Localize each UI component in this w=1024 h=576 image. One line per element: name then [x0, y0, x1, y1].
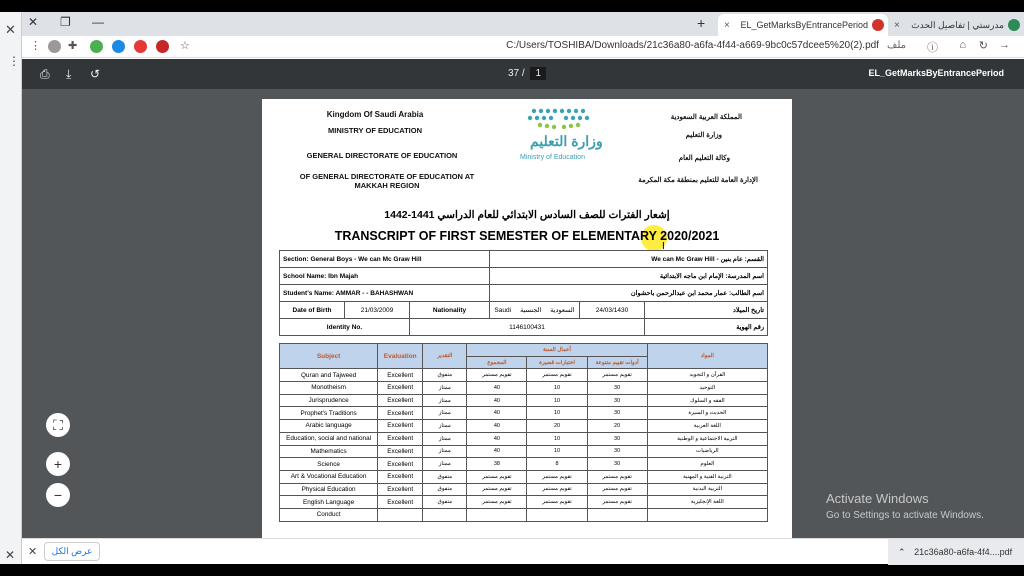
- subject-cell: Conduct: [280, 508, 378, 521]
- grade-row: [280, 420, 768, 433]
- grades-header-row: [280, 344, 768, 357]
- student-ar: اسم الطالب: عمار محمد ابن عبدالرحمن باحشوان: [490, 285, 768, 302]
- header-en-line3: GENERAL DIRECTORATE OF EDUCATION: [306, 151, 458, 160]
- reload-icon[interactable]: ↻: [978, 40, 988, 52]
- subject-ar-cell: اللغة الإنجليزية: [647, 496, 767, 509]
- logo-english-text: Ministry of Education: [520, 154, 585, 161]
- evaluation-cell: Excellent: [378, 470, 423, 483]
- subject-cell: Prophet's Traditions: [280, 407, 378, 420]
- watermark-line2: Go to Settings to activate Windows.: [826, 510, 984, 521]
- short-tests-cell: 10: [527, 407, 587, 420]
- watermark-line1: Activate Windows: [826, 491, 929, 506]
- subject-ar-cell: القرآن و التجويد: [647, 369, 767, 382]
- total-cell: 40: [467, 445, 527, 458]
- identity-label: Identity No.: [280, 319, 410, 336]
- tab-label: EL_GetMarksByEntrancePeriod: [740, 20, 868, 30]
- grade-row: [280, 382, 768, 395]
- subject-cell: Jurisprudence: [280, 394, 378, 407]
- total-cell: 40: [467, 420, 527, 433]
- header-ar-line4: الإدارة العامة للتعليم بمنطقة مكة المكرمة: [638, 177, 758, 184]
- subject-ar-cell: التربية الاجتماعية و الوطنية: [647, 432, 767, 445]
- tab-close-icon[interactable]: ×: [724, 19, 730, 31]
- grade-ar-cell: ممتاز: [423, 432, 467, 445]
- info-row: [280, 319, 768, 336]
- bookmark-star-icon[interactable]: ☆: [180, 40, 190, 52]
- stop-icon[interactable]: [156, 40, 169, 53]
- subject-cell: Quran and Tajweed: [280, 369, 378, 382]
- subject-cell: Monotheism: [280, 382, 378, 395]
- dob-value: 21/03/2009: [345, 302, 410, 319]
- header-short-tests-ar: اختبارات قصيرة: [527, 356, 587, 369]
- short-tests-cell: 20: [527, 420, 587, 433]
- various-cell: تقويم مستمر: [587, 369, 647, 382]
- tab-bar: [22, 12, 1024, 36]
- profile-avatar[interactable]: [48, 40, 61, 53]
- nationality-label: Nationality: [410, 302, 490, 319]
- short-tests-cell: 10: [527, 445, 587, 458]
- short-tests-cell: تقويم مستمر: [527, 483, 587, 496]
- evaluation-cell: Excellent: [378, 458, 423, 471]
- window-minimize-icon[interactable]: —: [92, 15, 104, 29]
- info-row: [280, 251, 768, 268]
- evaluation-cell: [378, 508, 423, 521]
- show-all-button[interactable]: عرض الكل: [44, 542, 100, 561]
- grade-row: [280, 470, 768, 483]
- grade-ar-cell: متفوق: [423, 496, 467, 509]
- subject-ar-cell: الحديث و السيرة: [647, 407, 767, 420]
- pdf-page: [262, 99, 792, 538]
- close-icon[interactable]: ✕: [5, 548, 16, 562]
- short-tests-cell: 8: [527, 458, 587, 471]
- grades-table: [279, 343, 768, 522]
- chevron-up-icon[interactable]: ⌃: [898, 547, 906, 557]
- subject-ar-cell: الرياضيات: [647, 445, 767, 458]
- evaluation-cell: Excellent: [378, 420, 423, 433]
- dob-label-ar: تاريخ الميلاد: [645, 302, 768, 319]
- short-tests-cell: 10: [527, 394, 587, 407]
- grade-row: [280, 445, 768, 458]
- grade-row: [280, 458, 768, 471]
- grade-ar-cell: متفوق: [423, 483, 467, 496]
- header-evaluation: Evaluation: [378, 344, 423, 369]
- identity-label-ar: رقم الهوية: [645, 319, 768, 336]
- browser-menu-icon[interactable]: ⋮: [30, 40, 41, 52]
- header-en-line2: MINISTRY OF EDUCATION: [327, 126, 423, 135]
- pdf-toolbar: [22, 59, 1024, 89]
- grade-ar-cell: ممتاز: [423, 394, 467, 407]
- subject-cell: Education, social and national: [280, 432, 378, 445]
- various-cell: تقويم مستمر: [587, 496, 647, 509]
- new-tab-button[interactable]: +: [697, 15, 706, 31]
- header-subjects-ar: المواد: [647, 344, 767, 369]
- header-ar-line2: وزارة التعليم: [685, 132, 722, 139]
- subject-ar-cell: [647, 508, 767, 521]
- short-tests-cell: تقويم مستمر: [527, 496, 587, 509]
- total-cell: تقويم مستمر: [467, 483, 527, 496]
- header-grade-ar: التقدير: [423, 344, 467, 369]
- browser-window: [22, 12, 1024, 564]
- subject-ar-cell: التوحيد: [647, 382, 767, 395]
- various-cell: 30: [587, 382, 647, 395]
- close-download-bar-icon[interactable]: ✕: [28, 546, 38, 558]
- evaluation-cell: Excellent: [378, 445, 423, 458]
- short-tests-cell: 10: [527, 432, 587, 445]
- evaluation-cell: Excellent: [378, 407, 423, 420]
- tab-label: مدرستي | تفاصيل الحدث: [911, 19, 1004, 30]
- madrasati-tab-icon: [1008, 19, 1020, 31]
- student-info-table: [279, 250, 768, 336]
- page-separator: /: [521, 68, 525, 79]
- tab-madrasati[interactable]: [888, 14, 1024, 36]
- download-icon[interactable]: ⤓: [66, 67, 72, 81]
- grade-row: [280, 483, 768, 496]
- tab-pdf[interactable]: [718, 14, 888, 36]
- info-row: [280, 268, 768, 285]
- total-cell: 40: [467, 382, 527, 395]
- short-tests-cell: 10: [527, 382, 587, 395]
- nationality-values: [490, 302, 580, 319]
- download-item[interactable]: [888, 539, 1024, 565]
- grade-row: [280, 369, 768, 382]
- grade-row: [280, 508, 768, 521]
- various-cell: 30: [587, 458, 647, 471]
- total-cell: تقويم مستمر: [467, 496, 527, 509]
- subject-ar-cell: العلوم: [647, 458, 767, 471]
- header-subject: Subject: [280, 344, 378, 369]
- header-en-line4: OF GENERAL DIRECTORATE OF EDUCATION AT MAKKAH REGION: [299, 172, 475, 190]
- dob-label: Date of Birth: [280, 302, 345, 319]
- various-cell: 20: [587, 420, 647, 433]
- subject-cell: Arabic language: [280, 420, 378, 433]
- subject-cell: Art & Vocational Education: [280, 470, 378, 483]
- school-ar: اسم المدرسة: الإمام ابن ماجه الابتدائية: [490, 268, 768, 285]
- adblock-icon[interactable]: [134, 40, 147, 53]
- school-en: School Name: Ibn Majah: [280, 268, 490, 285]
- total-cell: 40: [467, 407, 527, 420]
- subject-ar-cell: التربية الفنية و المهنية: [647, 470, 767, 483]
- evaluation-cell: Excellent: [378, 496, 423, 509]
- activate-windows-watermark: [826, 491, 984, 521]
- close-icon[interactable]: ✕: [5, 22, 16, 37]
- pdf-tab-icon: [872, 19, 884, 31]
- short-tests-cell: تقويم مستمر: [527, 369, 587, 382]
- nationality-value-ar: السعودية: [550, 307, 575, 314]
- pdf-title: EL_GetMarksByEntrancePeriod: [868, 68, 1004, 78]
- grade-ar-cell: ممتاز: [423, 420, 467, 433]
- background-window-strip: [0, 12, 22, 564]
- evaluation-cell: Excellent: [378, 432, 423, 445]
- grade-ar-cell: متفوق: [423, 470, 467, 483]
- pdf-viewer: [22, 59, 1024, 538]
- nationality-value: Saudi: [494, 307, 512, 314]
- ministry-logo: [514, 105, 604, 165]
- student-en: Student's Name: AMMAR - - BAHASHWAN: [280, 285, 490, 302]
- header-ar-line3: وكالة التعليم العام: [678, 155, 730, 162]
- evaluation-cell: Excellent: [378, 394, 423, 407]
- subject-cell: Science: [280, 458, 378, 471]
- menu-icon[interactable]: ⋮: [8, 54, 20, 68]
- header-ar-line1: المملكة العربية السعودية: [670, 114, 742, 121]
- grade-ar-cell: ممتاز: [423, 458, 467, 471]
- zoom-in-button[interactable]: +: [46, 452, 70, 476]
- logo-dots-icon: [514, 105, 604, 135]
- grades-body: [280, 369, 768, 521]
- info-icon[interactable]: ⓘ: [927, 42, 938, 54]
- grade-ar-cell: [423, 508, 467, 521]
- identity-value: 1146100431: [410, 319, 645, 336]
- subject-cell: English Language: [280, 496, 378, 509]
- grade-row: [280, 432, 768, 445]
- text-cursor-icon: Ι: [662, 241, 665, 252]
- download-bar: [22, 538, 1024, 564]
- download-filename: 21c36a80-a6fa-4f4....pdf: [914, 547, 1013, 557]
- logo-arabic-text: وزارة التعليم: [530, 133, 603, 149]
- various-cell: 30: [587, 445, 647, 458]
- various-cell: تقويم مستمر: [587, 483, 647, 496]
- page-indicator: [508, 67, 546, 80]
- header-en-line1: Kingdom Of Saudi Arabia: [326, 110, 424, 119]
- grade-row: [280, 407, 768, 420]
- grade-ar-cell: ممتاز: [423, 445, 467, 458]
- subject-ar-cell: اللغة العربية: [647, 420, 767, 433]
- grade-row: [280, 496, 768, 509]
- various-cell: 30: [587, 407, 647, 420]
- grade-row: [280, 394, 768, 407]
- total-cell: 38: [467, 458, 527, 471]
- various-cell: 30: [587, 394, 647, 407]
- header-year-work-ar: أعمال السنة: [467, 344, 647, 357]
- various-cell: 30: [587, 432, 647, 445]
- info-row: [280, 302, 768, 319]
- header-various-ar: أدوات تقييم متنوعة: [587, 356, 647, 369]
- subject-ar-cell: الفقه و السلوك: [647, 394, 767, 407]
- various-cell: [587, 508, 647, 521]
- zoom-out-button[interactable]: −: [46, 483, 70, 507]
- grade-ar-cell: ممتاز: [423, 407, 467, 420]
- total-cell: 40: [467, 394, 527, 407]
- current-page-input[interactable]: 1: [530, 67, 546, 80]
- subject-ar-cell: التربية البدنية: [647, 483, 767, 496]
- various-cell: تقويم مستمر: [587, 470, 647, 483]
- subject-cell: Mathematics: [280, 445, 378, 458]
- rotate-icon[interactable]: ↺: [90, 67, 101, 81]
- section-en: Section: General Boys - We can Mc Graw Hill: [280, 251, 490, 268]
- url-text: C:/Users/TOSHIBA/Downloads/21c36a80-a6fa-4f44-a669-9bc0c57dcee5%20(2).pdf: [506, 40, 879, 51]
- total-cell: 40: [467, 432, 527, 445]
- tab-close-icon[interactable]: ×: [894, 19, 900, 31]
- grade-ar-cell: متفوق: [423, 369, 467, 382]
- dob-hijri: 24/03/1430: [580, 302, 645, 319]
- home-icon[interactable]: ⌂: [959, 39, 966, 51]
- short-tests-cell: تقويم مستمر: [527, 470, 587, 483]
- print-icon[interactable]: ⎙: [40, 67, 50, 81]
- extension-green-icon[interactable]: [90, 40, 103, 53]
- total-cell: [467, 508, 527, 521]
- extensions-icon[interactable]: ✚: [68, 40, 78, 52]
- browser-toolbar: [22, 36, 1024, 58]
- evaluation-cell: Excellent: [378, 483, 423, 496]
- window-restore-icon[interactable]: ❐: [60, 15, 71, 29]
- window-close-icon[interactable]: ✕: [28, 15, 39, 29]
- fit-page-button[interactable]: ⛶: [46, 413, 70, 437]
- document-title-arabic: إشعار الفترات للصف السادس الابتدائي للعام الدراسي 1441-1442: [384, 209, 670, 221]
- document-title-english: TRANSCRIPT OF FIRST SEMESTER OF ELEMENTARY 2020/2021: [334, 229, 720, 243]
- total-cell: تقويم مستمر: [467, 369, 527, 382]
- grade-ar-cell: ممتاز: [423, 382, 467, 395]
- address-bar[interactable]: [506, 40, 906, 51]
- info-row: [280, 285, 768, 302]
- header-total-ar: المجموع: [467, 356, 527, 369]
- total-pages: 37: [508, 68, 520, 79]
- forward-icon[interactable]: →: [999, 39, 1010, 51]
- evaluation-cell: Excellent: [378, 369, 423, 382]
- section-ar: القسم: عام بنين - We can Mc Graw Hill: [490, 251, 768, 268]
- subject-cell: Physical Education: [280, 483, 378, 496]
- url-scheme-label: ملف: [886, 40, 906, 51]
- evaluation-cell: Excellent: [378, 382, 423, 395]
- shield-icon[interactable]: [112, 40, 125, 53]
- nationality-label-ar: الجنسية: [520, 307, 542, 314]
- total-cell: تقويم مستمر: [467, 470, 527, 483]
- short-tests-cell: [527, 508, 587, 521]
